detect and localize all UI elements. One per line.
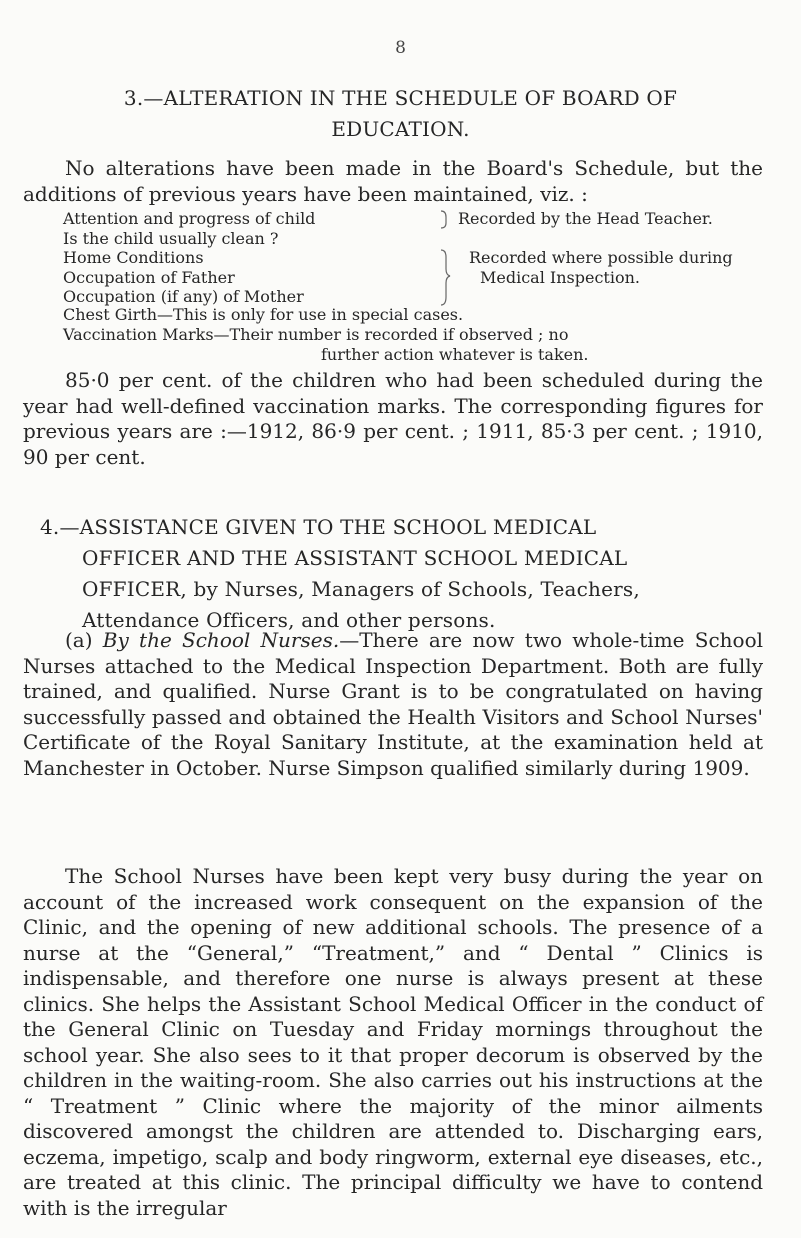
schedule-item: Attention and progress of child xyxy=(63,209,316,228)
para-a-label: (a) xyxy=(65,628,93,652)
para-a-title: By the School Nurses. xyxy=(102,628,340,652)
vaccination-note-line-2: further action whatever is taken. xyxy=(321,344,589,364)
page-number: 8 xyxy=(395,38,406,58)
schedule-notes xyxy=(458,209,733,287)
vaccination-paragraph: 85·0 per cent. of the children who had been scheduled during the year had well-defined vaccination marks. The corresponding figures for previous years are :—1912, 86·9 per cent. ; 1911, 85·3 per cent. ; 1910, 90 per cent. xyxy=(23,368,763,469)
schedule-item: Occupation (if any) of Mother xyxy=(63,287,304,306)
recorded-head-teacher-note: Recorded by the Head Teacher. xyxy=(458,209,713,228)
schedule-item: Home Conditions xyxy=(63,248,204,267)
schedule-item: Is the child usually clean ? xyxy=(63,228,279,248)
section-3-intro-paragraph: No alterations have been made in the Board's Schedule, but the additions of previous years have been maintained, viz. : xyxy=(23,156,763,206)
section-4-heading-line: Attendance Officers, and other persons. xyxy=(82,608,496,632)
chest-girth-note: Chest Girth—This is only for use in special cases. xyxy=(63,305,464,324)
schedule-brace xyxy=(437,209,453,307)
section-4-heading-line: 4.—ASSISTANCE GIVEN TO THE SCHOOL MEDICAL xyxy=(40,515,597,539)
section-4-heading xyxy=(40,512,761,636)
schedule-items-list xyxy=(63,209,443,307)
nurses-duties-paragraph: The School Nurses have been kept very busy during the year on account of the increased work consequent on the expansion of the Clinic, and the opening of new additional schools. The presence of a nurse at the “General,” “Treatment,” and “ Dental ” Clinics is indispensable, and therefore one nurse is always present at these clinics. She helps the Assistant School Medical Officer in the conduct of the General Clinic on Tuesday and Friday mornings throughout the school year. She also sees to it that proper decorum is observed by the children in the waiting-room. She also carries out his instructions at the “ Treatment ” Clinic where the majority of the minor ailments discovered amongst the children are attended to. Discharging ears, eczema, impetigo, scalp and body ringworm, external eye diseases, etc., are treated at this clinic. The principal difficulty we have to contend with is the irregular xyxy=(23,864,763,1220)
para-a-text: —There are now two whole-time School Nurses attached to the Medical Inspection Department. Both are fully trained, and qualified. Nurse Grant is to be congratulated on having successfully passed and obtained the Health Visitors and School Nurses' Certificate of the Royal Sanitary Institute, at the examination held at Manchester in October. Nurse Simpson qualified similarly during 1909. xyxy=(23,628,764,780)
section-4-heading-line: OFFICER AND THE ASSISTANT SCHOOL MEDICAL xyxy=(82,546,628,570)
recorded-medical-note-line-1: Recorded where possible during xyxy=(469,248,733,267)
vaccination-marks-note xyxy=(63,325,763,364)
section-4-heading-line: OFFICER, by Nurses, Managers of Schools, Teachers, xyxy=(82,577,640,601)
school-nurses-paragraph xyxy=(23,628,763,781)
section-3-heading xyxy=(40,83,761,145)
section-3-heading-line-1: 3.—ALTERATION IN THE SCHEDULE OF BOARD OF xyxy=(123,86,678,110)
recorded-medical-note-line-2: Medical Inspection. xyxy=(480,267,640,287)
vaccination-note-line-1: Vaccination Marks—Their number is recorded if observed ; no xyxy=(63,325,569,344)
schedule-item: Occupation of Father xyxy=(63,267,235,287)
section-3-heading-line-2: EDUCATION. xyxy=(331,117,470,141)
